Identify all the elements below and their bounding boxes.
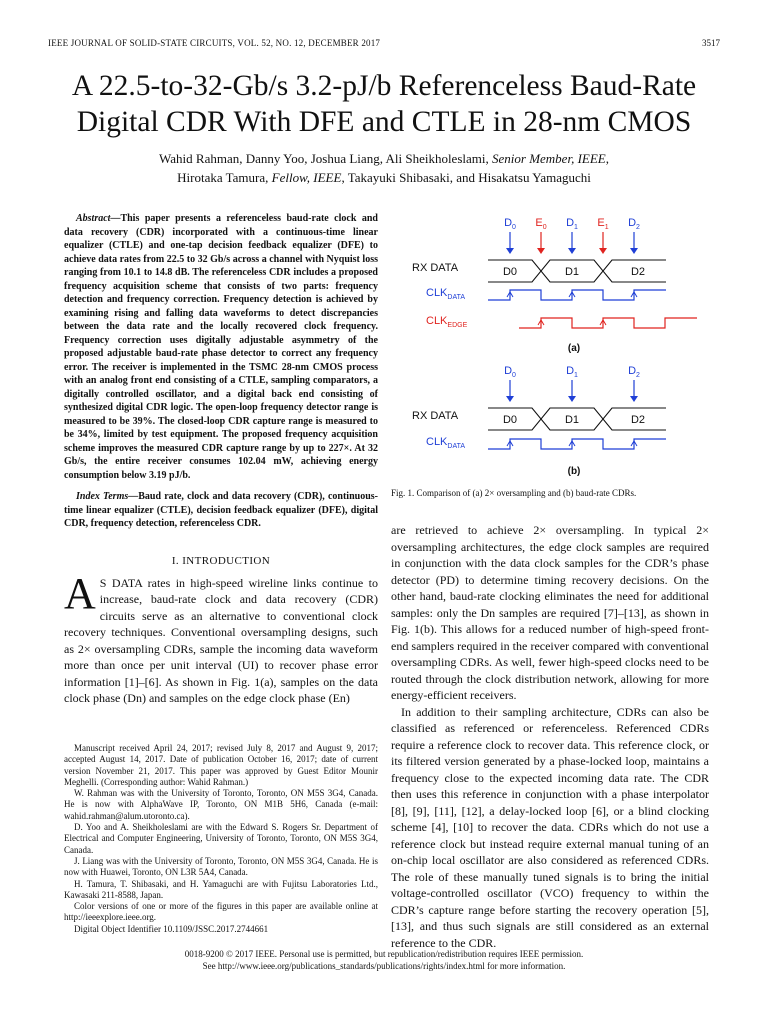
author-names: , Takayuki Shibasaki, and Hisakatsu Yamaguchi — [341, 170, 591, 185]
intro-text: S DATA rates in high-speed wireline links continue to increase, baud-rate clock and data recovery (CDR) circuits serve as an alternative to conventional clock recovery techniques. Conventional oversampling designs, such as 2× oversampling CDRs, sample the incoming data waveform more than once per unit interval (UI) to recover phase error information [1]–[6]. As shown in Fig. 1(a), samples on the data clock phase (Dn) and samples on the edge clock phase (En) — [64, 575, 378, 705]
sample-label-e1: $E_1$ — [597, 217, 609, 231]
author-line-1 — [40, 149, 728, 168]
copyright-notice — [40, 948, 728, 972]
author-names: Hirotaka Tamura, — [177, 170, 272, 185]
data-bit-label: D1 — [564, 266, 580, 278]
sample-label-d0: $D_0$ — [504, 365, 516, 379]
panel-a-sample-markers — [504, 217, 640, 254]
panel-a-tag: (a) — [567, 343, 581, 354]
index-terms-label: Index Terms— — [76, 491, 139, 502]
data-bit-label: D2 — [630, 266, 646, 278]
body-paragraph: In addition to their sampling architecture, CDRs can also be classified as referenced or referenceless. Referenced CDRs require a reference clock to recover data. This reference clock, or its filtered version generated by a phase-locked loop, maintains a frequency close to the expected incoming data rate. The CDR then uses this reference in conjunction with a phase interpolator [8], [9], [11], [12], a delay-locked loop [6], or a blind clocking scheme [4], [10] to recover the data. CDRs which do not use a reference clock but instead require external manual tuning of an on-chip local oscillator are also considered as referenced CDRs. The role of these manually tuned signals is to bring the initial voltage-controlled oscillator (VCO) frequency to within the CDR’s capture range before starting the recovery operation [5], [13], and thus such signals are still considered as an external reference to the CDR. — [391, 704, 709, 950]
rx-data-label-b: RX DATA — [412, 410, 459, 422]
footnotes — [64, 743, 378, 935]
sample-label-d1: $D_1$ — [566, 217, 578, 231]
panel-b-sample-markers — [504, 365, 640, 402]
sample-label-e0: $E_0$ — [535, 217, 547, 231]
copyright-line-1: 0018-9200 © 2017 IEEE. Personal use is permitted, but republication/redistribution requires IEEE permission. — [184, 949, 584, 959]
member-grade: Senior Member, IEEE — [492, 151, 606, 166]
member-grade: Fellow, IEEE — [271, 170, 342, 185]
abstract-text: This paper presents a referenceless baud-rate clock and data recovery (CDR) incorporated with a continuous-time linear equalizer (CTLE) and one-tap decision feedback equalizer (DFE) to achieve data rates from 22.5 to 32 Gb/s across a channel with Nyquist loss ranging from 10.1 to 14.8 dB. The referenceless CDR includes a proposed frequency acquisition scheme that consists of two parts: frequency detection and frequency correction. Frequency detection is achieved by examining rising and falling data waveforms to detect discrepancies between the data rate and the locally recovered clock frequency. Frequency correction uses digitally adjustable asymmetry of the proposed adjustable baud-rate phase detector to correct any frequency error. The receiver is implemented in the TSMC 28-nm CMOS process with an analog front end consisting of a CTLE, sampling comparators, a digitally controlled oscillator, and a digital back end consisting of synthesized digital CDR logic. The open-loop frequency detector range is measured to be 39%. The closed-loop CDR capture range is measured to be 34%, limited by test equipment. The proposed frequency acquisition scheme improves the measured CDR capture range by up to 227×. At 32 Gb/s, the entire receiver consumes 102.04 mW, achieving energy consumption below 3.19 pJ/b. — [64, 213, 378, 481]
footnote: D. Yoo and A. Sheikholeslami are with the Edward S. Rogers Sr. Department of Electrical and Computer Engineering, University of Toronto, Toronto, ON M5S 3G4, Canada. — [64, 822, 378, 855]
panel-b-tag: (b) — [567, 466, 581, 477]
clk-edge-label-a: $CLK_{EDGE}$ — [426, 315, 468, 329]
sample-label-d0: $D_0$ — [504, 217, 516, 231]
clk-data-waveform-b — [488, 439, 666, 449]
clk-data-label-a: $CLK_{DATA}$ — [426, 287, 466, 301]
abstract-label: Abstract— — [76, 213, 121, 224]
footnote: W. Rahman was with the University of Toronto, Toronto, ON M5S 3G4, Canada. He is now with AlphaWave IP, Toronto, ON M1B 5H6, Canada (e-mail: wahid.rahman@alum.utoronto.ca). — [64, 788, 378, 821]
sample-label-d2: $D_2$ — [628, 365, 640, 379]
paper-title — [40, 68, 728, 140]
drop-cap: A — [64, 568, 96, 618]
footnote: Color versions of one or more of the figures in this paper are available online at http://ieeexplore.ieee.org. — [64, 901, 378, 923]
title-line-1: A 22.5-to-32-Gb/s 3.2-pJ/b Referenceless Baud-Rate — [71, 70, 697, 102]
left-column — [64, 212, 378, 707]
footnote: Manuscript received April 24, 2017; revised July 8, 2017 and August 9, 2017; accepted August 14, 2017. Date of publication October 16, 2017; date of current version November 21, 2017. This paper was approved by Guest Editor Mounir Meghelli. (Corresponding author: Wahid Rahman.) — [64, 743, 378, 787]
author-names: Wahid Rahman, Danny Yoo, Joshua Liang, Ali Sheikholeslami, — [159, 151, 492, 166]
index-terms — [64, 490, 378, 531]
footnote: H. Tamura, T. Shibasaki, and H. Yamaguchi are with Fujitsu Laboratories Ltd., Kawasaki 211-8588, Japan. — [64, 878, 378, 900]
data-bit-label: D0 — [502, 266, 518, 278]
author-list — [40, 149, 728, 187]
right-column — [391, 522, 709, 951]
author-line-2 — [40, 168, 728, 187]
rx-data-label-a: RX DATA — [412, 262, 459, 274]
figure-1 — [404, 210, 704, 482]
intro-paragraph — [64, 568, 378, 707]
running-header: IEEE JOURNAL OF SOLID-STATE CIRCUITS, VOL. 52, NO. 12, DECEMBER 2017 — [48, 38, 381, 48]
data-bit-label: D1 — [564, 414, 580, 426]
data-bit-label: D0 — [502, 414, 518, 426]
clk-edge-waveform-a — [519, 318, 697, 328]
title-line-2: Digital CDR With DFE and CTLE in 28-nm CMOS — [76, 106, 692, 138]
body-paragraph: are retrieved to achieve 2× oversampling. In typical 2× oversampling architectures, the edge clock samples are required in conjunction with the data clock samples for the CDR’s phase detector (PD) to determine timing recovery decisions. On the other hand, baud-rate clocking eliminates the need for additional samples: only the Dn samples are required [7]–[13], as shown in Fig. 1(b). This allows for a reduced number of high-speed front-end samplers required in the receiver compared with conventional oversampling CDRs. As well, fewer high-speed clocks need to be routed through the clock distribution network, allowing for more energy-efficient receivers. — [391, 523, 709, 702]
sample-label-d1: $D_1$ — [566, 365, 578, 379]
copyright-line-2: See http://www.ieee.org/publications_standards/publications/rights/index.html for more information. — [202, 961, 566, 971]
data-bit-label: D2 — [630, 414, 646, 426]
section-heading: I. INTRODUCTION — [171, 554, 271, 567]
author-sep: , — [605, 151, 609, 166]
clk-data-label-b: $CLK_{DATA}$ — [426, 436, 466, 450]
footnote: J. Liang was with the University of Toronto, Toronto, ON M5S 3G4, Canada. He is now with Huawei, Toronto, ON L3R 5A4, Canada. — [64, 855, 378, 878]
clk-data-waveform-a — [488, 290, 666, 300]
abstract — [64, 212, 378, 482]
figure-caption: Fig. 1. Comparison of (a) 2× oversampling and (b) baud-rate CDRs. — [391, 488, 637, 498]
footnote: Digital Object Identifier 10.1109/JSSC.2017.2744661 — [74, 923, 269, 934]
page-number: 3517 — [702, 38, 720, 48]
index-terms-text: Baud rate, clock and data recovery (CDR), continuous-time linear equalizer (CTLE), decision feedback equalizer (DFE), digital CDR, frequency detection, referenceless CDR. — [64, 491, 378, 529]
sample-label-d2: $D_2$ — [628, 217, 640, 231]
